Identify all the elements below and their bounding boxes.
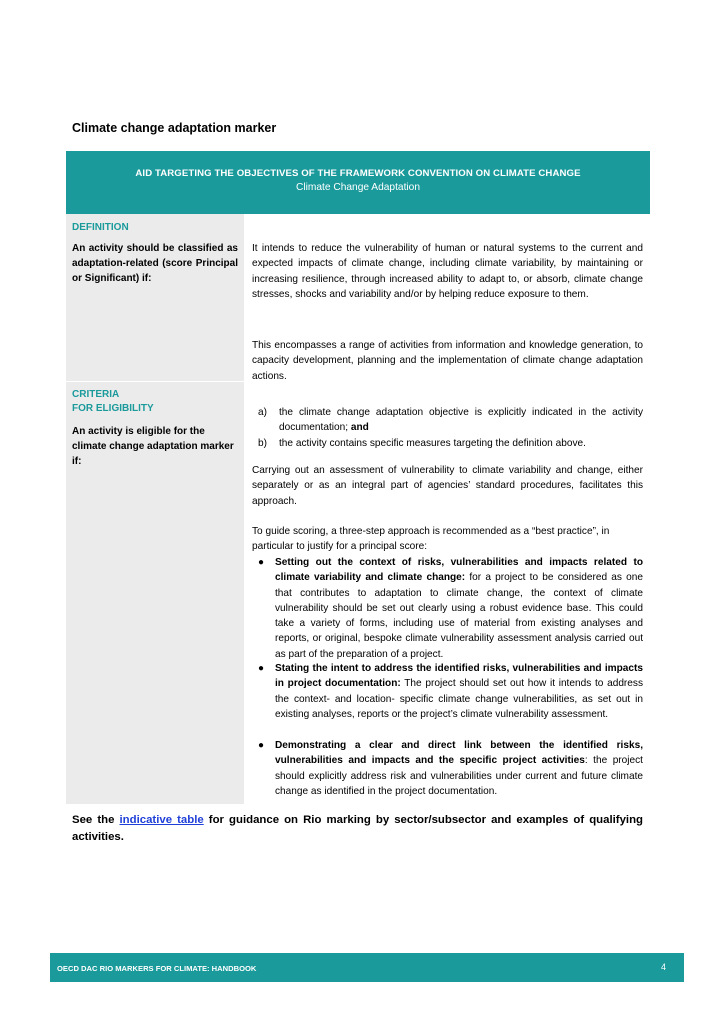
bullet-icon: ●	[258, 740, 265, 751]
definition-paragraph-2: This encompasses a range of activities from information and knowledge generation, to capacity development, planning and the implementation of climate change adaptation actions.	[252, 340, 643, 382]
item-marker: a)	[258, 407, 267, 418]
banner-subtitle: Climate Change Adaptation	[295, 182, 421, 193]
list-item	[252, 555, 643, 662]
item-marker: b)	[258, 438, 267, 449]
footer-title: OECD DAC RIO MARKERS FOR CLIMATE: HANDBOOK	[57, 964, 257, 973]
bullet-icon: ●	[258, 663, 265, 674]
item-text: the climate change adaptation objective is explicitly indicated in the activity documentation;	[279, 407, 643, 434]
item-bold-conjunction: and	[350, 422, 369, 434]
bullet-bold: Setting out the context of risks, vulnerabilities and impacts related to climate variability and climate change:	[275, 557, 643, 584]
item-text: the activity contains specific measures targeting the definition above.	[279, 438, 586, 449]
bullet-text: : the project should explicitly address risk and vulnerabilities under current and future climate change as identified in the project documentation.	[275, 755, 643, 797]
page-number: 4	[660, 962, 666, 972]
criteria-condition: An activity is eligible for the climate change adaptation marker if:	[72, 426, 234, 467]
bullet-bold: Stating the intent to address the identified risks, vulnerabilities and impacts in project documentation:	[275, 663, 643, 690]
bullet-text: The project should set out how it intends to address the context- and location- specific climate change vulnerabilities, as set out in existing analyses, reports or the project’s climate vulnerability assessment.	[275, 678, 643, 720]
definition-paragraph-1: It intends to reduce the vulnerability of human or natural systems to the current and expected impacts of climate change, including climate variability, by maintaining or increasing resilience, through increased ability to adapt to, or absorb, climate change stresses, shocks and variability and/or by helping reduce exposure to them.	[252, 243, 643, 300]
indicative-table-link[interactable]: indicative table	[119, 814, 204, 826]
criteria-label-line-2: FOR ELIGIBILITY	[72, 403, 154, 414]
table-header-banner	[66, 151, 650, 214]
page-title: Climate change adaptation marker	[72, 121, 277, 135]
banner-title: AID TARGETING THE OBJECTIVES OF THE FRAMEWORK CONVENTION ON CLIMATE CHANGE	[135, 168, 581, 179]
list-item	[252, 661, 643, 722]
footer-bar	[50, 953, 684, 982]
guide-paragraph: To guide scoring, a three-step approach is recommended as a “best practice”, in particular to justify for a principal score:	[252, 526, 610, 553]
see-also-note	[72, 812, 643, 846]
see-also-prefix: See the	[72, 814, 115, 826]
criteria-label	[72, 388, 154, 416]
list-item	[252, 738, 643, 799]
left-column-background	[66, 214, 244, 804]
assessment-paragraph: Carrying out an assessment of vulnerability to climate variability and change, either separately or as an integral part of agencies’ standard procedures, facilitates this approach.	[252, 465, 643, 507]
bullet-text: for a project to be considered as one that contributes to adaptation to climate change, the context of climate vulnerability should be set out clearly using a robust evidence base. This could take a variety of forms, including use of material from existing analyses and reports, or original, bespoke climate vulnerability assessment analysis carried out as part of the preparation of a project.	[275, 572, 643, 660]
bullet-bold: Demonstrating a clear and direct link between the identified risks, vulnerabilities and impacts and the specific project activities	[275, 740, 643, 767]
see-also-suffix: for guidance on Rio marking by sector/subsector and examples of qualifying activities.	[72, 814, 643, 843]
criteria-item-b	[252, 436, 643, 451]
definition-label: DEFINITION	[72, 222, 129, 233]
definition-condition: An activity should be classified as adaptation-related (score Principal or Significant) if:	[72, 243, 238, 284]
criteria-label-line-1: CRITERIA	[72, 389, 120, 400]
bullet-icon: ●	[258, 557, 265, 568]
criteria-item-a	[252, 405, 643, 436]
